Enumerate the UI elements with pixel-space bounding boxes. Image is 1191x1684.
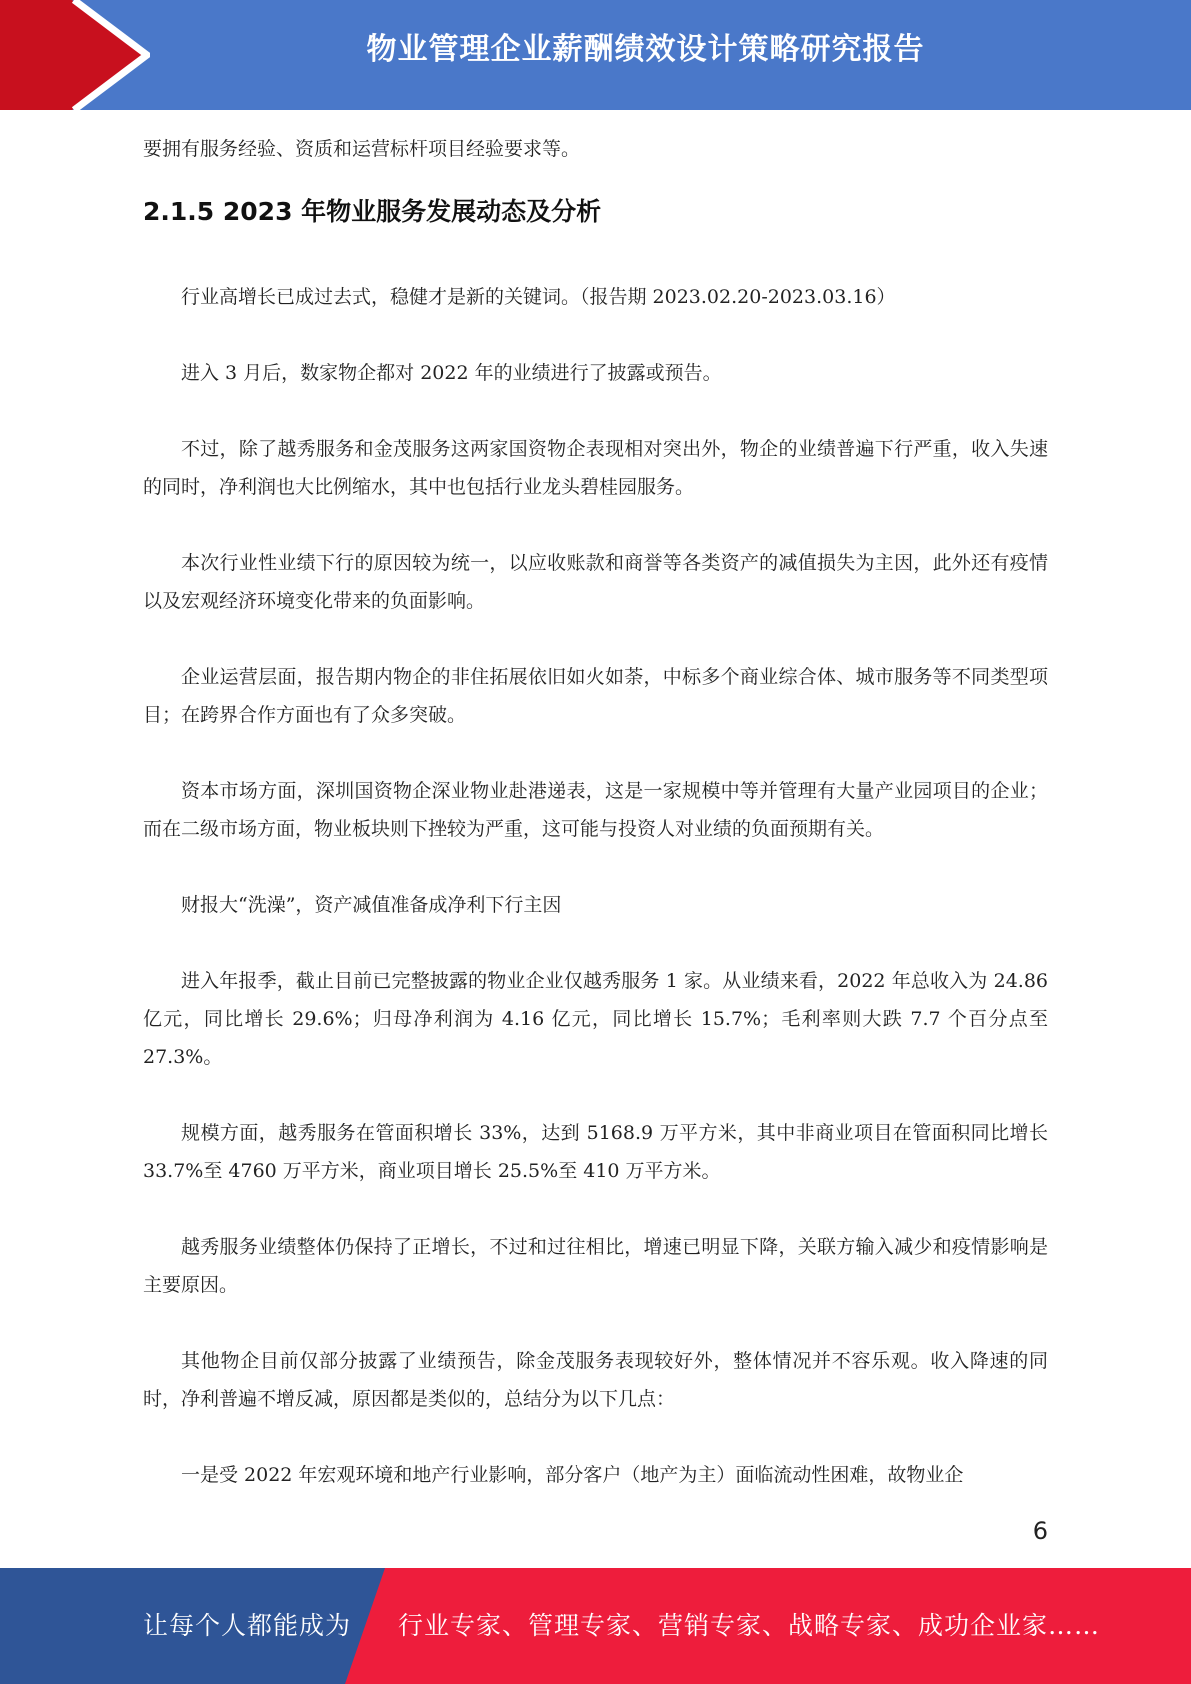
document-body	[143, 130, 1048, 1494]
paragraph-continuation: 要拥有服务经验、资质和运营标杆项目经验要求等。	[143, 138, 581, 160]
paragraph: 本次行业性业绩下行的原因较为统一，以应收账款和商誉等各类资产的减值损失为主因，此外还有疫情以及宏观经济环境变化带来的负面影响。	[143, 552, 1048, 612]
paragraph: 一是受 2022 年宏观环境和地产行业影响，部分客户（地产为主）面临流动性困难，故物业企	[181, 1464, 964, 1486]
paragraph: 资本市场方面，深圳国资物企深业物业赴港递表，这是一家规模中等并管理有大量产业园项目的企业；而在二级市场方面，物业板块则下挫较为严重，这可能与投资人对业绩的负面预期有关。	[143, 780, 1048, 840]
subheading-paragraph: 财报大“洗澡”，资产减值准备成净利下行主因	[181, 894, 562, 916]
page-header	[0, 0, 1191, 110]
report-title: 物业管理企业薪酬绩效设计策略研究报告	[366, 32, 925, 67]
paragraph: 不过，除了越秀服务和金茂服务这两家国资物企表现相对突出外，物企的业绩普遍下行严重，收入失速的同时，净利润也大比例缩水，其中也包括行业龙头碧桂园服务。	[143, 438, 1048, 498]
header-chevron-decoration	[0, 0, 150, 110]
paragraph: 企业运营层面，报告期内物企的非住拓展依旧如火如荼，中标多个商业综合体、城市服务等不同类型项目；在跨界合作方面也有了众多突破。	[143, 666, 1048, 726]
paragraph: 规模方面，越秀服务在管面积增长 33%，达到 5168.9 万平方米，其中非商业项目在管面积同比增长 33.7%至 4760 万平方米，商业项目增长 25.5%至 410 万平方米。	[143, 1122, 1048, 1182]
page-number: 6	[1032, 1517, 1048, 1545]
paragraph: 其他物企目前仅部分披露了业绩预告，除金茂服务表现较好外，整体情况并不容乐观。收入降速的同时，净利普遍不增反减，原因都是类似的，总结分为以下几点：	[143, 1350, 1048, 1410]
paragraph: 进入年报季，截止目前已完整披露的物业企业仅越秀服务 1 家。从业绩来看，2022 年总收入为 24.86 亿元，同比增长 29.6%；归母净利润为 4.16 亿元，同比增长 15.7%；毛利率则大跌 7.7 个百分点至 27.3%。	[143, 970, 1048, 1068]
page-footer	[0, 1568, 1191, 1684]
paragraph: 行业高增长已成过去式，稳健才是新的关键词。（报告期 2023.02.20-2023.03.16）	[181, 286, 896, 308]
paragraph: 进入 3 月后，数家物企都对 2022 年的业绩进行了披露或预告。	[181, 362, 722, 384]
paragraph: 越秀服务业绩整体仍保持了正增长，不过和过往相比，增速已明显下降，关联方输入减少和疫情影响是主要原因。	[143, 1236, 1048, 1296]
section-heading: 2.1.5 2023 年物业服务发展动态及分析	[143, 197, 602, 226]
footer-slogan-left: 让每个人都能成为	[143, 1611, 352, 1640]
footer-slogan-right: 行业专家、管理专家、营销专家、战略专家、成功企业家……	[398, 1611, 1101, 1640]
